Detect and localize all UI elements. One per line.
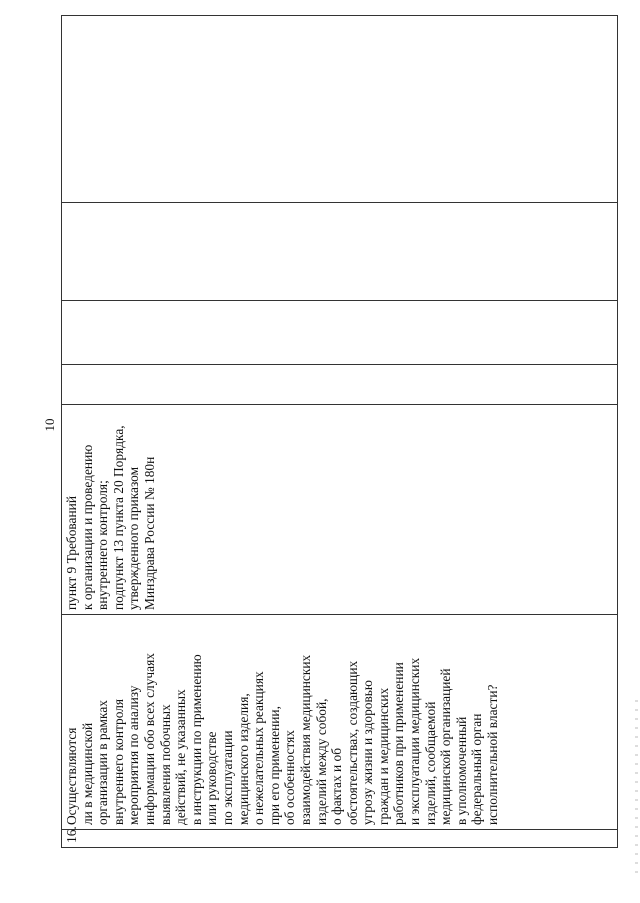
answer-yes-cell [62, 365, 618, 405]
page-number: 10 [42, 418, 57, 432]
answer-no-cell [62, 301, 618, 365]
row-index: 16. [64, 826, 79, 843]
row-index-cell [62, 826, 618, 848]
table-row [62, 16, 618, 848]
answer-na-cell [62, 203, 618, 301]
reference-text: пункт 9 Требований к организации и проведению внутреннего контроля; подпункт 13 пункта 20 Порядка, утвержденного приказом Минздрава России № 180н [64, 425, 157, 610]
checklist-table [61, 15, 618, 848]
checklist-table-container [61, 16, 618, 848]
scan-edge-noise [635, 700, 638, 880]
rotated-table [61, 16, 618, 848]
question-text: Осуществляются ли в медицинской организации в рамках внутреннего контроля мероприятия по анализу информации обо всех случаях выявления побочных действий, не указанных в инструкции по применению или руководстве по эксплуатации медицинского изделия, о нежелательных реакциях при его применении, об особенностях взаимодействия медицинских изделий между собой, о фактах и об обстоятельствах, создающих угрозу жизни и здоровью граждан и медицинских работников при применении и эксплуатации медицинских изделий, сообщаемой медицинской организацией в уполномоченный федеральный орган исполнительной власти? [64, 653, 501, 825]
reference-cell [62, 405, 618, 615]
note-cell [62, 16, 618, 203]
question-cell [62, 615, 618, 830]
